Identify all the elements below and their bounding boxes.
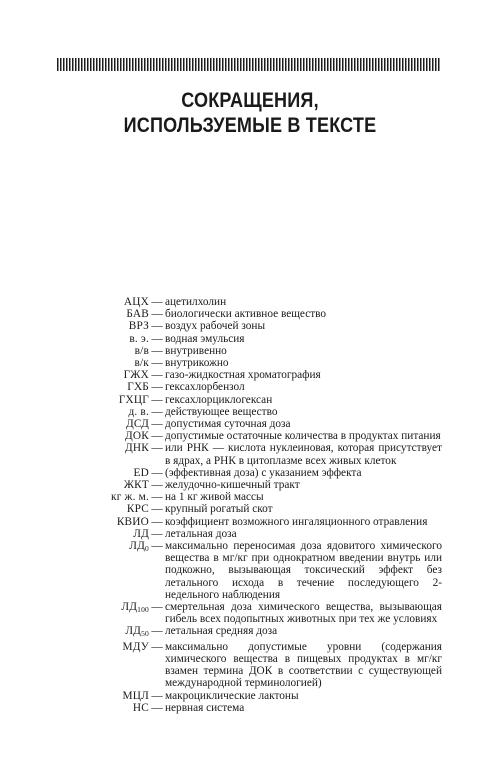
abbreviation-term [72, 369, 149, 381]
abbreviation-entry [72, 690, 442, 702]
abbreviation-term-text: кг ж. м. [111, 491, 149, 504]
abbreviation-term-text: в/в [134, 344, 149, 357]
em-dash: — [151, 393, 163, 406]
em-dash: — [151, 466, 163, 479]
abbreviation-entry [72, 601, 442, 625]
abbreviation-term [72, 357, 149, 369]
abbreviation-entry [72, 641, 442, 690]
abbreviation-definition: летальная средняя доза [165, 625, 278, 638]
abbreviation-term-text: ED [133, 466, 149, 479]
em-dash: — [151, 332, 163, 345]
abbreviation-entry [72, 369, 442, 381]
abbreviation-definition: ацетилхолин [165, 296, 227, 308]
em-dash: — [151, 601, 163, 614]
abbreviation-term [72, 418, 149, 430]
abbreviation-term [72, 467, 149, 479]
abbreviation-entry [72, 516, 442, 528]
em-dash: — [151, 640, 163, 653]
abbreviation-term [72, 406, 149, 418]
abbreviation-term-subscript: 50 [141, 629, 149, 639]
abbreviation-definition: допустимые остаточные количества в продуктах питания [165, 430, 441, 443]
abbreviation-entry [72, 503, 442, 515]
abbreviation-term [72, 442, 149, 454]
abbreviation-definition: летальная доза [165, 527, 237, 540]
abbreviation-term-text: КВИО [116, 515, 149, 528]
abbreviation-term [72, 430, 149, 442]
em-dash: — [151, 320, 163, 333]
abbreviation-term [72, 601, 149, 616]
abbreviation-entry [72, 381, 442, 393]
abbreviation-entry [72, 320, 442, 332]
abbreviation-term-text: ЖКТ [123, 479, 149, 492]
abbreviation-entry [72, 333, 442, 345]
abbreviation-definition: гексахлорциклогексан [165, 393, 273, 406]
abbreviation-definition: или РНК — кислота нуклеиновая, которая присутствует в ядрах, а РНК в цитоплазме всех живых клеток [165, 442, 442, 467]
abbreviation-entry [72, 430, 442, 442]
abbreviation-term-text: МЦЛ [122, 689, 149, 702]
abbreviation-definition: коэффициент возможного ингаляционного отравления [165, 515, 428, 528]
abbreviation-term-text: д. в. [128, 405, 149, 418]
em-dash: — [151, 405, 163, 418]
em-dash: — [151, 344, 163, 357]
em-dash: — [151, 442, 163, 455]
abbreviation-term-text: ВРЗ [128, 320, 149, 333]
abbreviation-entry [72, 702, 442, 714]
em-dash: — [151, 479, 163, 492]
abbreviation-definition: смертельная доза химического вещества, вызывающая гибель всех подопытных животных при тех же условиях [165, 601, 442, 626]
em-dash: — [151, 540, 163, 553]
abbreviation-term [72, 308, 149, 320]
em-dash: — [151, 491, 163, 504]
abbreviation-term-subscript: 100 [137, 605, 149, 615]
abbreviation-term [72, 540, 149, 555]
abbreviation-term [72, 345, 149, 357]
abbreviation-definition: воздух рабочей зоны [165, 320, 266, 333]
title-line-1: СОКРАЩЕНИЯ, [181, 89, 319, 112]
abbreviation-term-text: ЛД [129, 540, 146, 553]
abbreviation-definition: максимально переносимая доза ядовитого химического вещества в мг/кг при однократном введении внутрь или подкожно, вызывающая токсический эффект без летального исхода в течение последующего 2-недельного наблюдения [165, 540, 442, 601]
abbreviation-definition: действующее вещество [165, 405, 278, 418]
abbreviation-entry [72, 296, 442, 308]
abbreviation-definition: газо-жидкостная хроматография [165, 369, 321, 382]
abbreviation-entry [72, 528, 442, 540]
abbreviation-term [72, 491, 149, 503]
abbreviation-term-text: ЛД [125, 625, 142, 638]
abbreviation-term-text: МДУ [122, 640, 149, 653]
em-dash: — [151, 369, 163, 382]
em-dash: — [151, 701, 163, 714]
abbreviation-term [72, 702, 149, 714]
abbreviation-definition: нервная система [165, 701, 245, 714]
abbreviation-entry [72, 491, 442, 503]
header-hatch-bar [57, 58, 441, 71]
em-dash: — [151, 357, 163, 370]
abbreviation-definition: максимально допустимые уровни (содержания химического вещества в пищевых продуктах в мг/кг взамен термина ДОК в соответствии с существующей международной терминологией) [165, 640, 442, 690]
abbreviation-term-text: ГХБ [127, 381, 149, 394]
abbreviation-term [72, 320, 149, 332]
abbreviation-entry [72, 394, 442, 406]
em-dash: — [151, 418, 163, 431]
abbreviation-term [72, 394, 149, 406]
abbreviation-term-subscript: 0 [145, 544, 149, 554]
abbreviation-definition: гексахлорбензол [165, 381, 245, 394]
em-dash: — [151, 308, 163, 321]
em-dash: — [151, 430, 163, 443]
abbreviation-entry [72, 357, 442, 369]
abbreviation-definition: биологически активное вещество [165, 308, 327, 321]
abbreviation-term-text: ГЖХ [123, 369, 149, 382]
abbreviation-entry [72, 308, 442, 320]
abbreviation-definition: внутривенно [165, 344, 227, 357]
em-dash: — [151, 515, 163, 528]
abbreviation-term-text: ДСД [126, 418, 149, 431]
abbreviation-term-text: НС [132, 701, 149, 714]
abbreviation-term [72, 625, 149, 640]
abbreviation-definition: внутрикожно [165, 357, 229, 370]
abbreviation-term [72, 516, 149, 528]
abbreviation-definition: желудочно-кишечный тракт [165, 479, 300, 492]
abbreviation-entry [72, 479, 442, 491]
abbreviation-term-text: ДОК [125, 430, 149, 443]
abbreviation-entry [72, 418, 442, 430]
em-dash: — [151, 689, 163, 702]
abbreviation-term-text: ЛД [121, 601, 138, 614]
abbreviation-definition: допустимая суточная доза [165, 418, 291, 431]
abbreviation-term-text: БАВ [126, 308, 149, 321]
abbreviation-entry [72, 406, 442, 418]
abbreviation-term-text: ЛД [133, 527, 149, 540]
abbreviation-term-text: КРС [126, 503, 149, 516]
abbreviation-term-text: АЦХ [123, 296, 149, 308]
abbreviation-definition: (эффективная доза) с указанием эффекта [165, 466, 362, 479]
em-dash: — [151, 296, 163, 308]
abbreviation-list [72, 296, 442, 714]
abbreviation-term-text: в. э. [129, 332, 149, 345]
abbreviation-entry [72, 345, 442, 357]
abbreviation-term-text: ДНК [125, 442, 149, 455]
abbreviation-definition: макроциклические лактоны [165, 689, 299, 702]
abbreviation-term [72, 641, 149, 653]
abbreviation-term [72, 381, 149, 393]
abbreviation-entry [72, 540, 442, 601]
abbreviation-definition: на 1 кг живой массы [165, 491, 264, 504]
em-dash: — [151, 625, 163, 638]
em-dash: — [151, 503, 163, 516]
abbreviation-entry [72, 467, 442, 479]
abbreviation-term [72, 690, 149, 702]
page-title [35, 88, 465, 138]
abbreviation-entry [72, 442, 442, 466]
abbreviation-definition: крупный рогатый скот [165, 503, 273, 516]
abbreviation-term [72, 528, 149, 540]
abbreviation-term [72, 296, 149, 308]
abbreviation-definition: водная эмульсия [165, 332, 245, 345]
em-dash: — [151, 381, 163, 394]
abbreviation-entry [72, 625, 442, 640]
em-dash: — [151, 527, 163, 540]
abbreviation-term-text: в/к [134, 357, 149, 370]
abbreviation-term [72, 479, 149, 491]
abbreviation-term-text: ГХЦГ [118, 393, 149, 406]
title-line-2: ИСПОЛЬЗУЕМЫЕ В ТЕКСТЕ [123, 114, 377, 137]
abbreviation-term [72, 503, 149, 515]
abbreviation-term [72, 333, 149, 345]
